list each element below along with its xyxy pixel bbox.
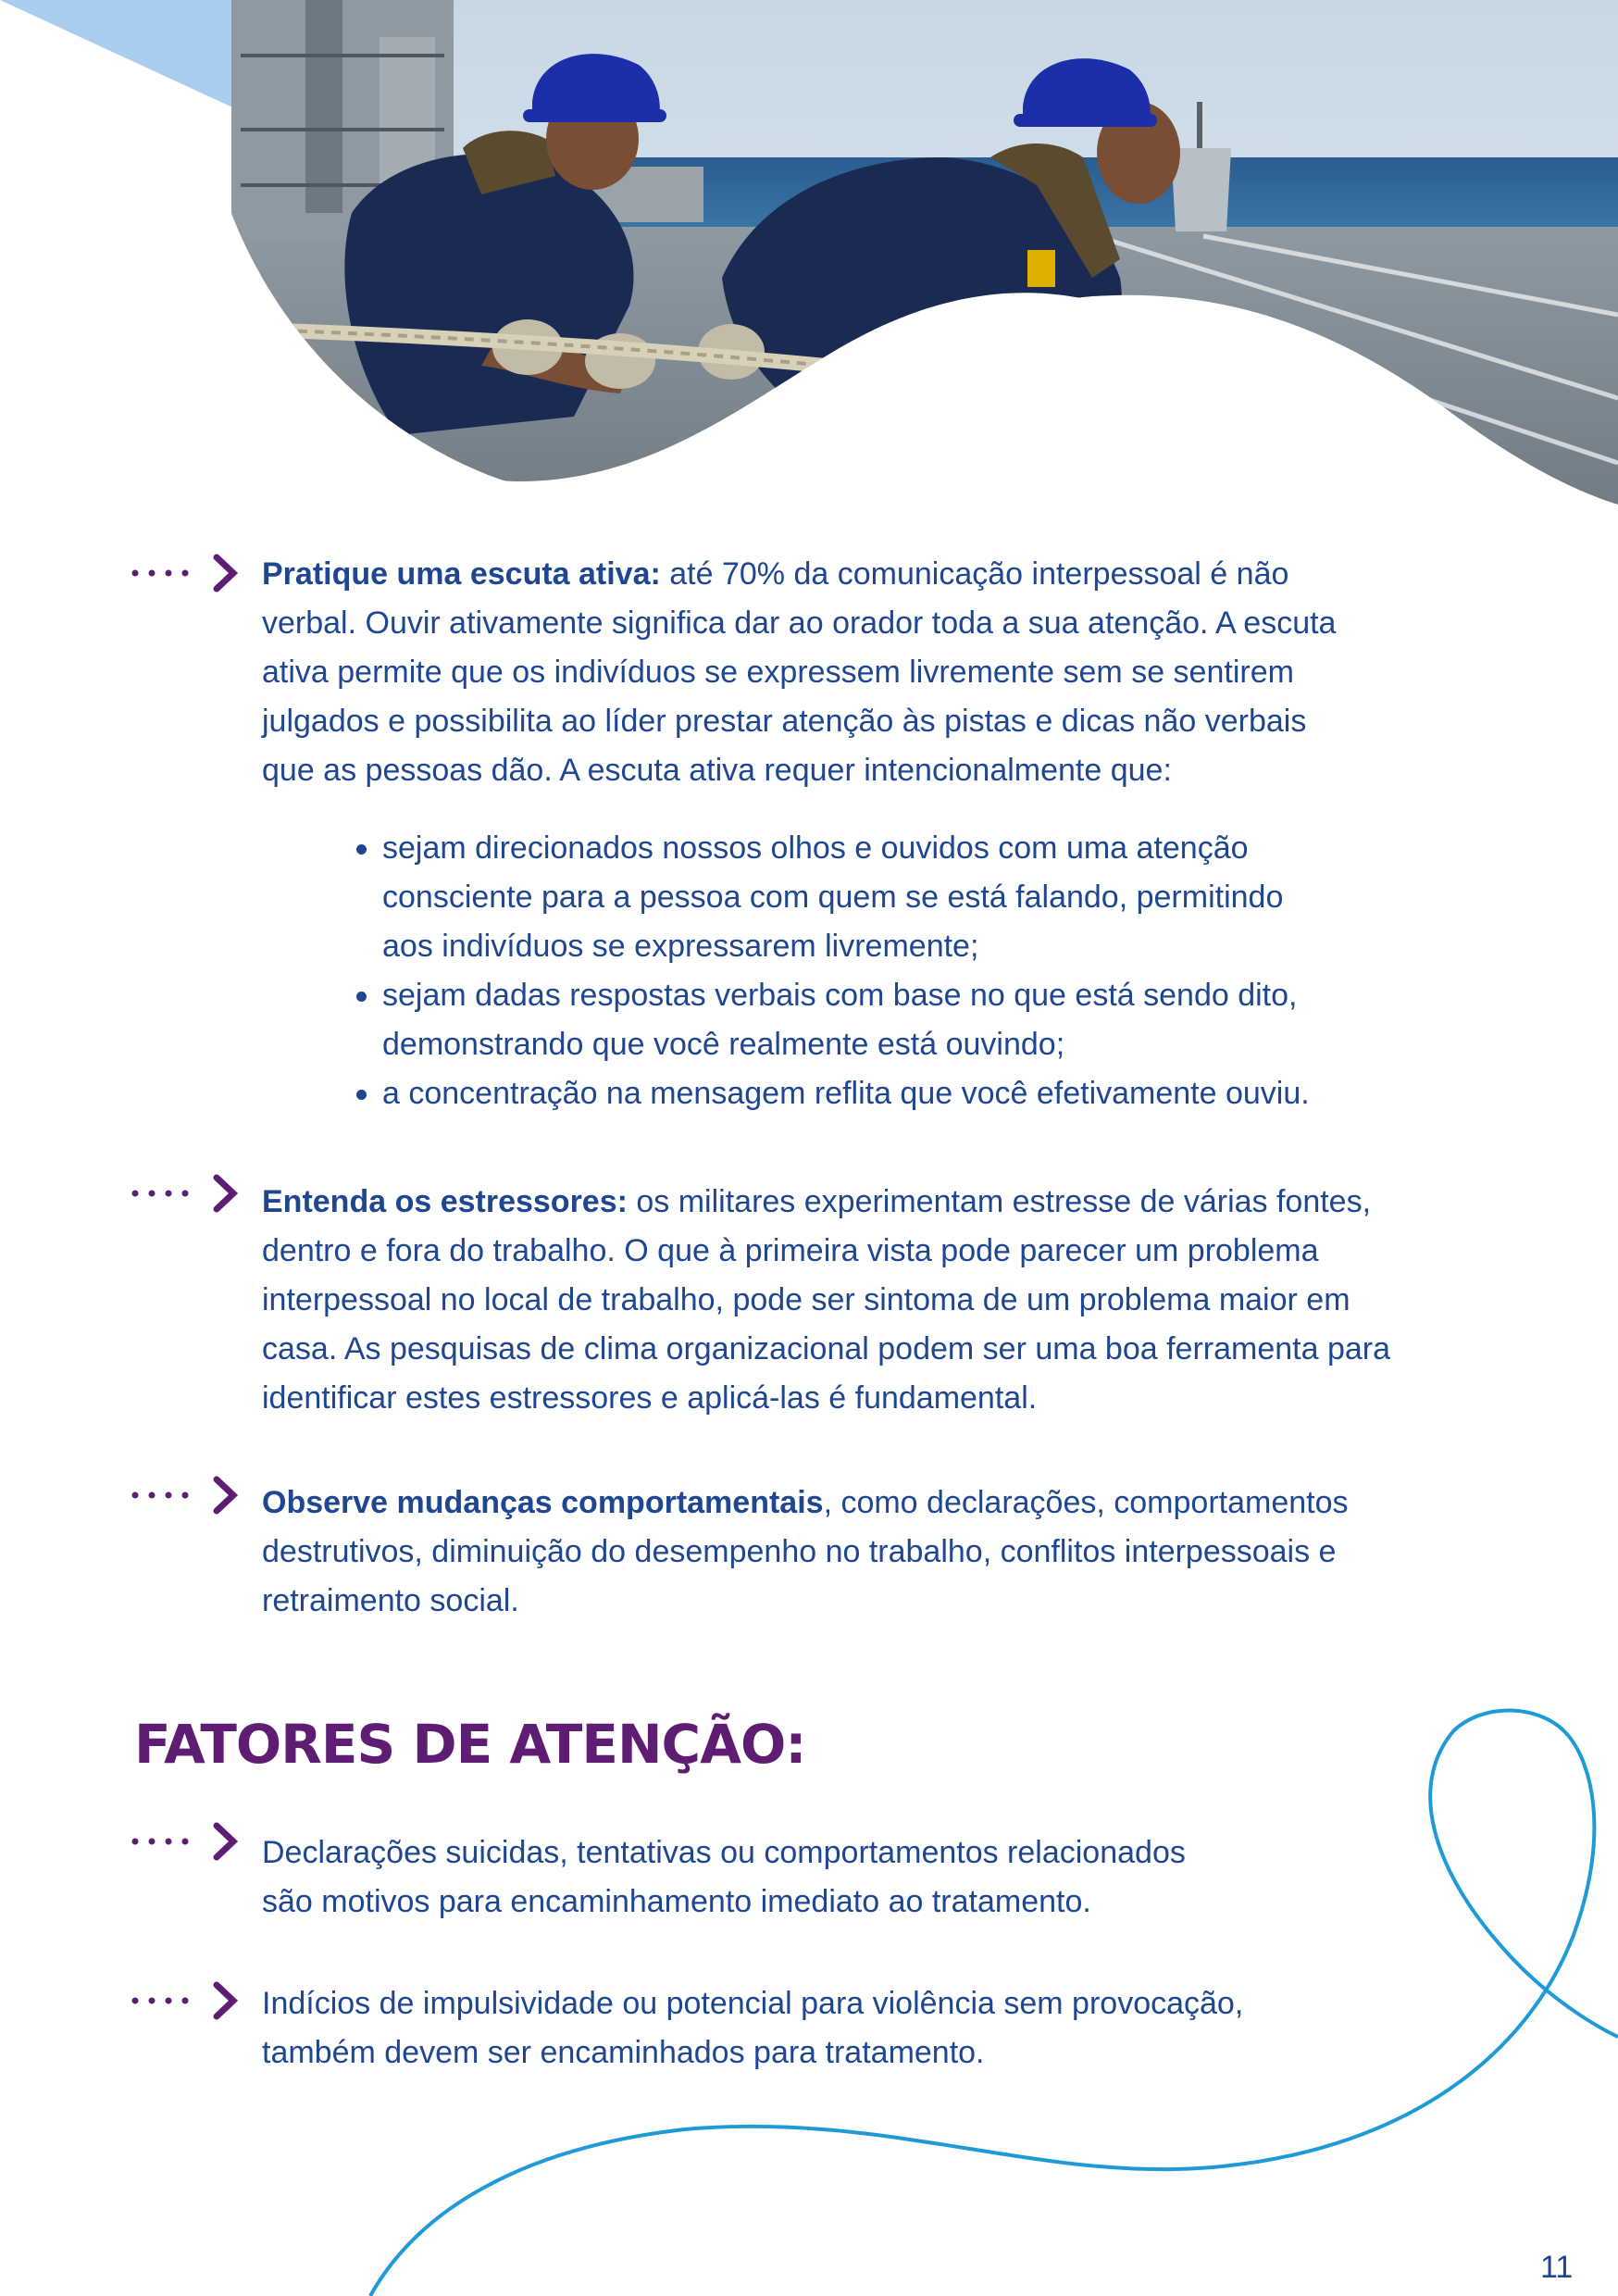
paragraph-line: que as pessoas dão. A escuta ativa requer intencionalmente que: [262,753,1172,788]
paragraph-line: verbal. Ouvir ativamente significa dar ao orador toda a sua atenção. A escuta [262,605,1337,641]
list-item-line: a concentração na mensagem reflita que você efetivamente ouviu. [382,1076,1310,1111]
paragraph-line [262,1178,1390,1227]
paragraph-line: Indícios de impulsividade ou potencial para violência sem provocação, [262,1986,1244,2021]
section-behavior-changes [262,1479,1349,1626]
bullet-list [356,824,1310,1118]
paragraph-line [262,1479,1349,1528]
paragraph-line: destrutivos, diminuição do desempenho no trabalho, conflitos interpessoais e [262,1534,1337,1569]
page-number: 11 [1540,2250,1574,2285]
list-item [356,1069,1310,1118]
paragraph-line: retraimento social. [262,1583,519,1618]
paragraph-line: dentro e fora do trabalho. O que à primeira vista pode parecer um problema [262,1233,1319,1268]
paragraph-line: casa. As pesquisas de clima organizacional podem ser uma boa ferramenta para [262,1331,1391,1366]
list-item [356,971,1310,1069]
paragraph-line: também devem ser encaminhados para tratamento. [262,2035,985,2070]
paragraph-text: , como declarações, comportamentos [823,1485,1349,1520]
paragraph-line: Declarações suicidas, tentativas ou comportamentos relacionados [262,1835,1186,1870]
list-item-line: sejam direcionados nossos olhos e ouvidos com uma atenção [382,830,1249,866]
section-title: Entenda os estressores: [262,1184,628,1219]
paragraph-line: interpessoal no local de trabalho, pode ser sintoma de um problema maior em [262,1282,1350,1317]
list-item-line: sejam dadas respostas verbais com base no que está sendo dito, [382,978,1298,1013]
paragraph-text: os militares experimentam estresse de várias fontes, [627,1184,1372,1219]
section-title: Pratique uma escuta ativa: [262,556,661,592]
section-active-listening [262,550,1336,795]
paragraph-line: identificar estes estressores e aplicá-las é fundamental. [262,1380,1038,1416]
arrow-bullet-icon [130,1168,241,1215]
arrow-bullet-icon [130,1816,241,1863]
section-title: Observe mudanças comportamentais [262,1485,824,1520]
paragraph-line [262,550,1336,599]
section-heading: FATORES DE ATENÇÃO: [134,1713,806,1776]
factor-item [262,1979,1243,2078]
arrow-bullet-icon [130,548,241,594]
section-stressors [262,1178,1390,1423]
list-item-line: demonstrando que você realmente está ouvindo; [382,1027,1065,1062]
arrow-bullet-icon [130,1976,241,2022]
list-item-line: consciente para a pessoa com quem se está falando, permitindo [382,880,1284,915]
factor-item [262,1828,1186,1927]
paragraph-line: ativa permite que os indivíduos se expressem livremente sem se sentirem [262,655,1294,690]
header-photo [0,0,1618,518]
paragraph-text: até 70% da comunicação interpessoal é não [660,556,1289,592]
arrow-bullet-icon [130,1470,241,1516]
list-item-line: aos indivíduos se expressarem livremente; [382,929,979,964]
paragraph-line: são motivos para encaminhamento imediato ao tratamento. [262,1884,1091,1919]
paragraph-line: julgados e possibilita ao líder prestar atenção às pistas e dicas não verbais [262,704,1307,739]
list-item [356,824,1310,971]
